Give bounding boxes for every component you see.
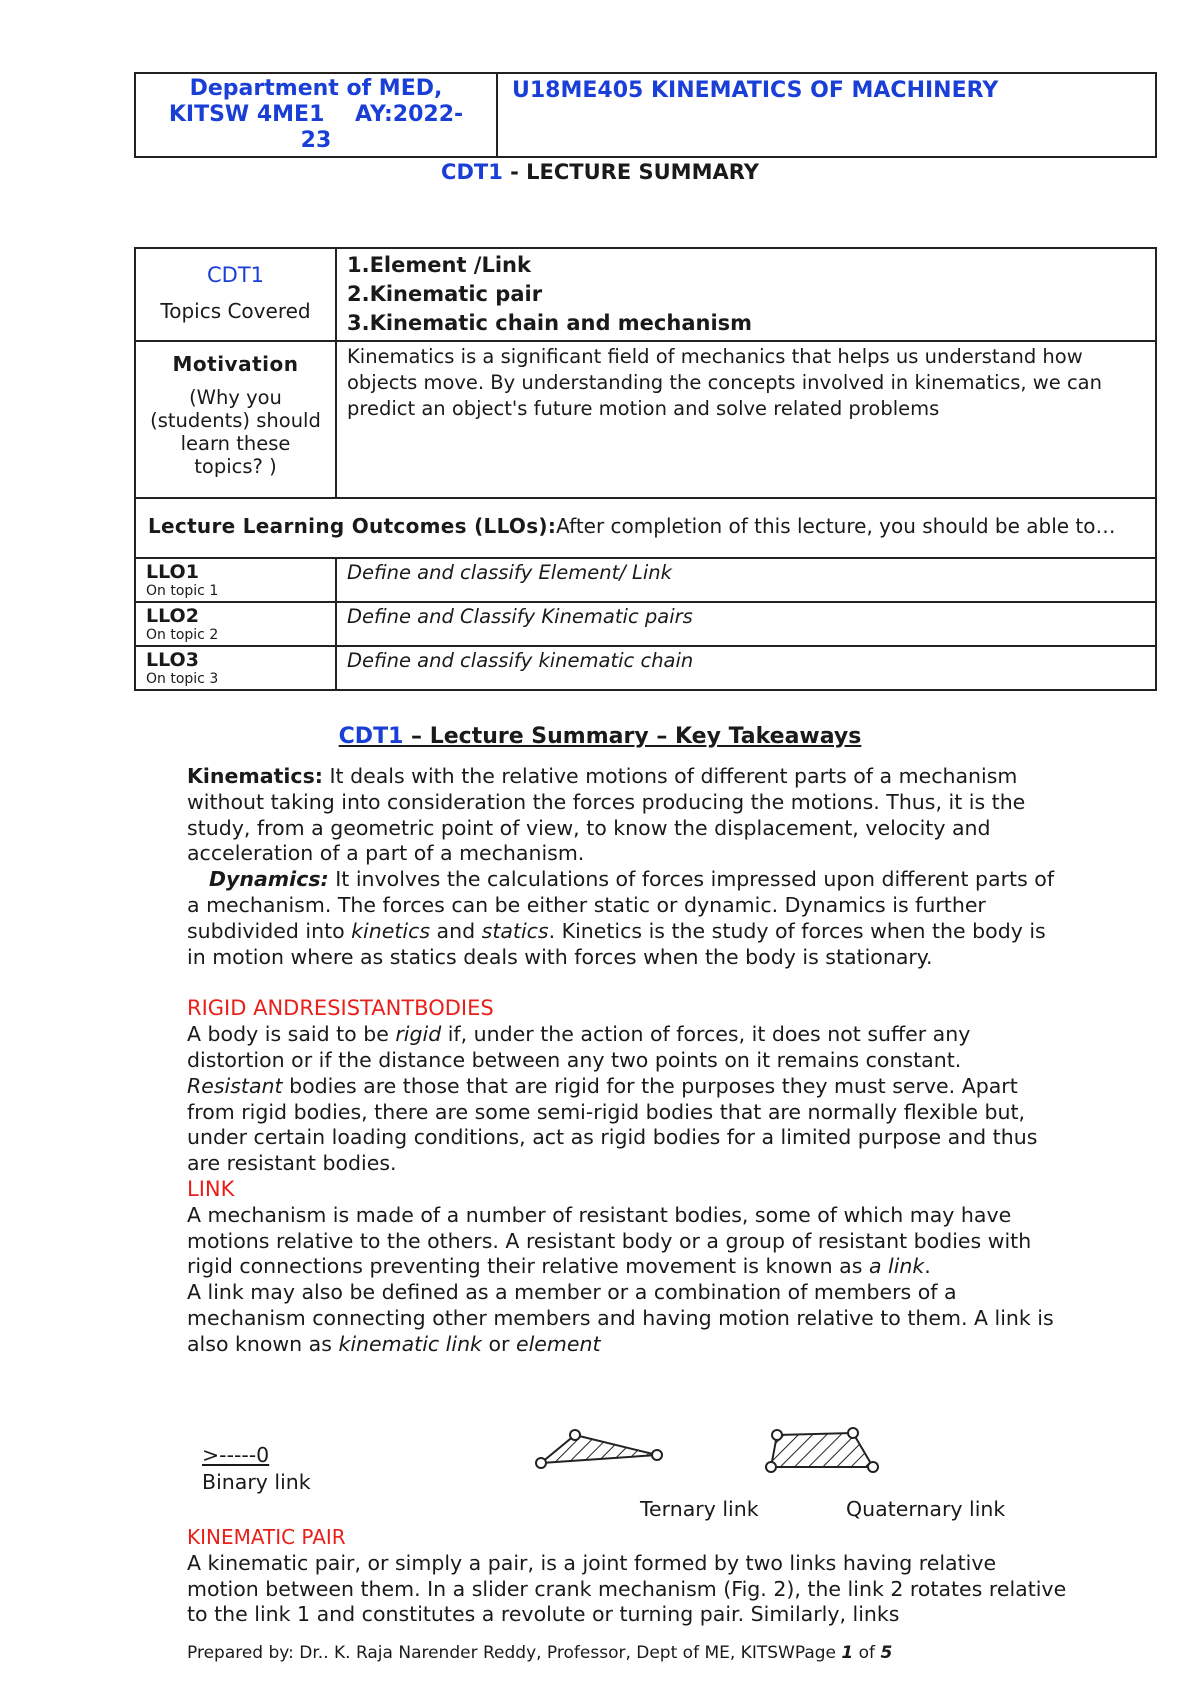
dynamics-statics: statics [481,918,549,943]
llo-text: Define and classify kinematic chain [336,646,1156,690]
llo-row [135,558,1156,602]
motivation-cell [135,341,336,498]
llo-row [135,646,1156,690]
llo-text: Define and classify Element/ Link [336,558,1156,602]
rigid-text3: bodies are those that are rigid for the purposes they must serve. Apart from rigid bodies, there are some semi-rigid bodies that are normally flexible but, under certain loading conditions, act as rigid bodies for a limited purpose and thus are resistant bodies. [187,1073,1038,1176]
dynamics-text2: . Kinetics is the study of forces when the body is in motion where as statics deals with forces when the body is stationary. [187,918,1046,969]
page-title [0,160,1200,184]
topic-item: 2.Kinematic pair [347,282,543,306]
rigid-text1: A body is said to be [187,1022,396,1047]
motivation-text: Kinematics is a significant field of mechanics that helps us understand how objects move. By understanding the concepts involved in kinematics, we can predict an object's future motion and solve related problems [336,341,1156,498]
binary-link-symbol: >-----0 [202,1443,270,1467]
llo-topic: On topic 2 [146,627,219,643]
page-number: 1 [841,1643,854,1663]
resistant-word: Resistant [187,1073,283,1098]
link-dot: . [924,1254,931,1279]
llo-id-cell [135,602,336,646]
cdt-label: CDT1 [206,263,265,287]
ternary-link-icon [535,1425,665,1475]
cdt-table [134,247,1157,691]
link-heading: LINK [187,1176,235,1201]
ternary-link-label: Ternary link [640,1497,759,1521]
department-line2: KITSW 4ME1 AY:2022- [168,102,464,127]
kinematic-pair-section [187,1525,1067,1628]
course-title: U18ME405 KINEMATICS OF MACHINERY [512,78,999,103]
rigid-word: rigid [395,1022,442,1047]
cdt-cell [135,248,336,341]
kinematics-text: It deals with the relative motions of different parts of a mechanism without taking into consideration the forces producing the motions. Thus, it is the study, from a geometric point of view, to know the displacement, velocity and acceleration of a part of a mechanism. [187,764,1026,866]
motivation-label: Motivation [172,352,299,376]
rigid-heading: RIGID ANDRESISTANTBODIES [187,996,494,1021]
dynamics-label: Dynamics: [209,867,329,892]
llo-heading [135,498,1156,558]
rigid-text2: if, under the action of forces, it does not suffer any distortion or if the distance between any two points on it remains constant. [187,1022,971,1072]
llo-heading-label: Lecture Learning Outcomes (LLOs): [148,514,557,538]
llo-topic: On topic 1 [146,583,219,599]
link-kinematic: kinematic link [338,1331,482,1356]
page-total: 5 [880,1643,893,1663]
link-paragraph [187,1203,1067,1280]
dynamics-text1: It involves the calculations of forces impressed upon different parts of a mechanism. The forces can be either static or dynamic. Dynamics is further subdivided into [187,867,1055,943]
takeaways-heading [0,724,1200,749]
link-text1: A mechanism is made of a number of resistant bodies, some of which may have motions relative to the others. A resistant body or a group of resistant bodies with rigid connections preventing their relative movement is known as [187,1202,1032,1279]
takeaways-rest: – Lecture Summary – Key Takeaways [403,724,862,749]
pair-paragraph: A kinematic pair, or simply a pair, is a joint formed by two links having relative motion between them. In a slider crank mechanism (Fig. 2), the link 2 rotates relative to the link 1 and constitutes a revolute or turning pair. Similarly, links [187,1550,1067,1627]
topic-item: 3.Kinematic chain and mechanism [347,311,753,335]
quaternary-link-icon [765,1425,885,1475]
footer-page-label: Page [794,1643,842,1663]
llo-id-cell [135,646,336,690]
header-table [134,72,1157,158]
llo-topic: On topic 3 [146,671,219,687]
footer-of: of [853,1643,881,1663]
llo-id-cell [135,558,336,602]
llo-heading-text: After completion of this lecture, you should be able to… [556,514,1116,538]
link-or: or [481,1331,516,1356]
llo-text: Define and Classify Kinematic pairs [336,602,1156,646]
department-line1: Department of MED, [189,76,443,101]
topic-item: 1.Element /Link [347,253,531,277]
llo-id: LLO1 [146,561,199,583]
dynamics-kinetics: kinetics [351,918,431,943]
dynamics-paragraph [187,867,1067,970]
pair-heading: KINEMATIC PAIR [187,1525,346,1549]
link-element: element [515,1331,601,1356]
link-text2: A link may also be defined as a member or a combination of members of a mechanism connecting other members and having motion relative to them. A link is also known as [187,1280,1054,1356]
department-line3: 23 [300,128,332,153]
llo-id: LLO3 [146,649,199,671]
department-cell [136,74,498,156]
llo-id: LLO2 [146,605,199,627]
footer [187,1643,892,1663]
footer-author: Dr.. K. Raja Narender Reddy, Professor, Dept of ME, KITSW [299,1643,795,1663]
rigid-paragraph [187,1022,1067,1177]
motivation-sub: (Why you (students) should learn these topics? ) [150,386,321,478]
kinematics-paragraph [187,764,1067,867]
footer-prefix: Prepared by: [187,1643,300,1663]
title-cdt: CDT1 [441,160,503,184]
topics-label: Topics Covered [160,299,311,323]
kinematics-label: Kinematics: [187,764,323,788]
binary-link-label: Binary link [202,1470,311,1494]
link-paragraph-2 [187,1280,1067,1357]
link-word: a link [868,1254,925,1279]
llo-row [135,602,1156,646]
dynamics-and: and [430,918,482,943]
title-rest: - LECTURE SUMMARY [502,160,759,184]
body-text [187,764,1067,1358]
takeaways-cdt: CDT1 [338,724,404,749]
quaternary-link-label: Quaternary link [846,1497,1006,1521]
topics-list [336,248,1156,341]
